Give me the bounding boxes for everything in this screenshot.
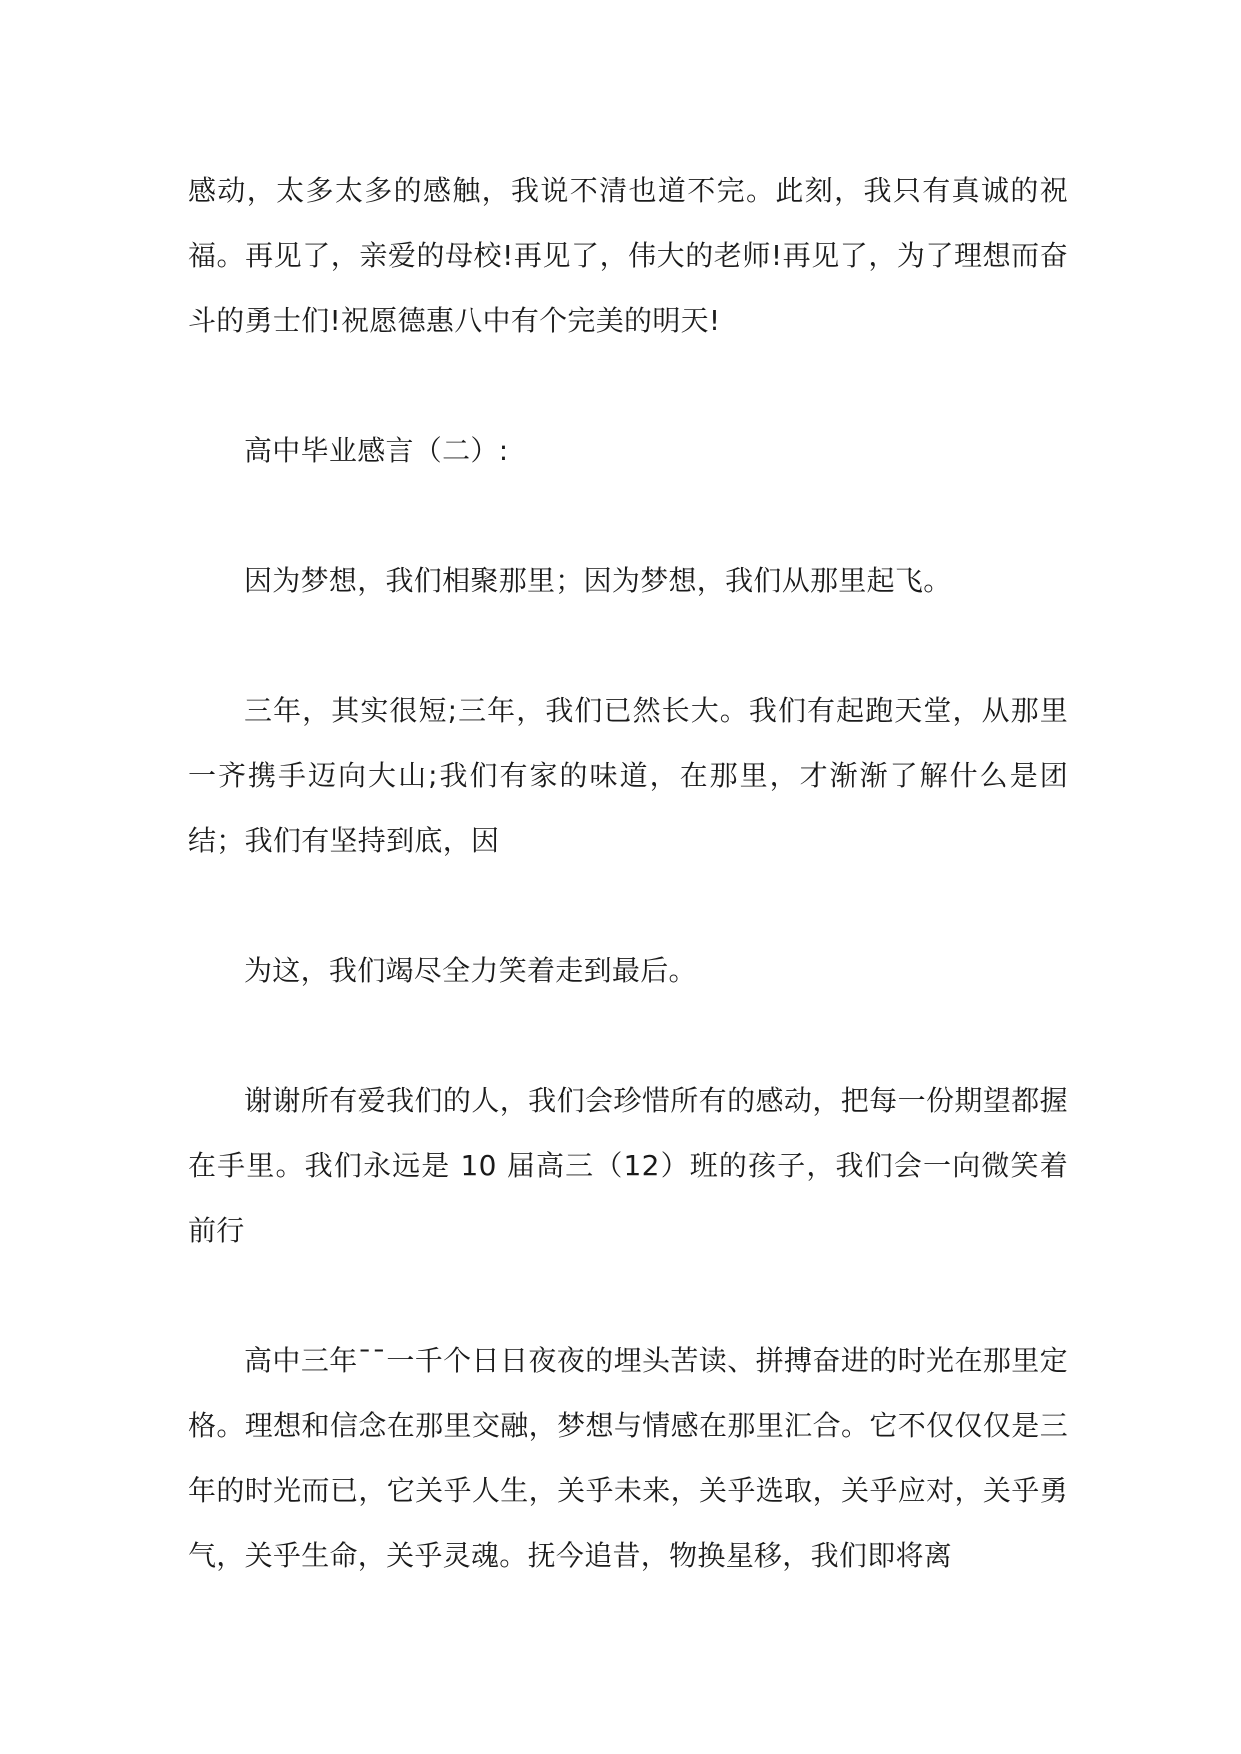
paragraph: 谢谢所有爱我们的人，我们会珍惜所有的感动，把每一份期望都握在手里。我们永远是 10 届高三（12）班的孩子，我们会一向微笑着前行 [188, 1084, 1068, 1247]
paragraph: 感动，太多太多的感触，我说不清也道不完。此刻，我只有真诚的祝福。再见了，亲爱的母校!再见了，伟大的老师!再见了，为了理想而奋斗的勇士们!祝愿德惠八中有个完美的明天! [188, 174, 1068, 337]
paragraph: 高中三年¯¯一千个日日夜夜的埋头苦读、拼搏奋进的时光在那里定格。理想和信念在那里交融，梦想与情感在那里汇合。它不仅仅仅是三年的时光而已，它关乎人生，关乎未来，关乎选取，关乎应对，关乎勇气，关乎生命，关乎灵魂。抚今追昔，物换星移，我们即将离 [188, 1344, 1068, 1572]
document-body [188, 158, 1068, 1588]
paragraph: 为这，我们竭尽全力笑着走到最后。 [244, 954, 697, 987]
paragraph: 三年，其实很短;三年，我们已然长大。我们有起跑天堂，从那里一齐携手迈向大山;我们有家的味道，在那里，才渐渐了解什么是团结；我们有坚持到底，因 [188, 694, 1068, 857]
paragraph: 因为梦想，我们相聚那里；因为梦想，我们从那里起飞。 [244, 564, 952, 597]
section-heading: 高中毕业感言（二）: [244, 434, 509, 467]
